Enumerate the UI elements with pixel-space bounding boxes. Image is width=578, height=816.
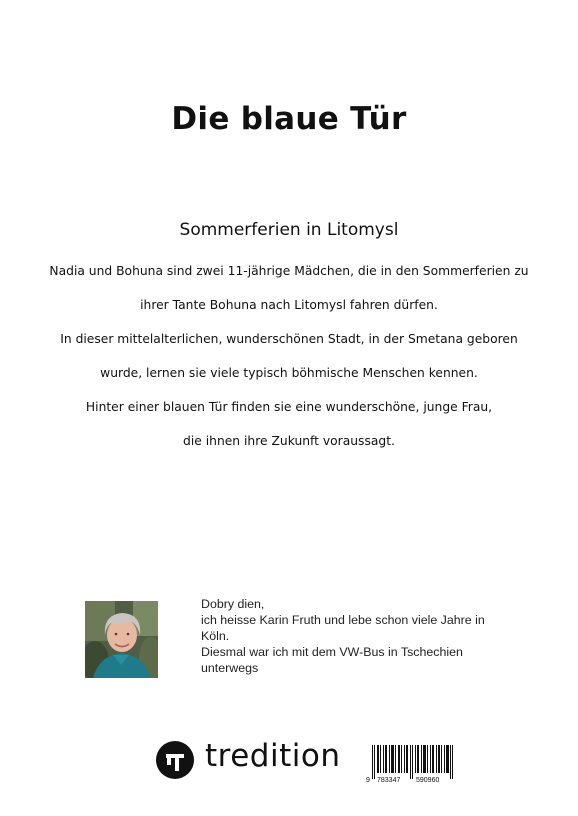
book-subtitle: Sommerferien in Litomysl xyxy=(179,220,399,240)
barcode-digits-left: 783347 xyxy=(377,777,401,784)
tredition-logo-icon xyxy=(156,741,194,779)
bio-line: Dobry dien, xyxy=(201,597,265,611)
bio-line: Diesmal war ich mit dem VW-Bus in Tschechien xyxy=(201,645,463,659)
barcode-digit-prefix: 9 xyxy=(366,777,370,784)
barcode-icon xyxy=(366,745,462,785)
blurb-line: wurde, lernen sie viele typisch böhmische Menschen kennen. xyxy=(100,366,478,380)
blurb-line: Hinter einer blauen Tür finden sie eine wunderschöne, junge Frau, xyxy=(85,400,493,414)
barcode-digits-right: 590960 xyxy=(416,777,440,784)
bio-line: unterwegs xyxy=(201,661,259,675)
blurb-line: die ihnen ihre Zukunft voraussagt. xyxy=(183,434,395,448)
blurb-line: Nadia und Bohuna sind zwei 11-jährige Mädchen, die in den Sommerferien zu xyxy=(49,264,529,278)
bio-line: ich heisse Karin Fruth und lebe schon viele Jahre in xyxy=(201,613,485,627)
blurb-line: ihrer Tante Bohuna nach Litomysl fahren dürfen. xyxy=(140,298,438,312)
author-portrait-icon xyxy=(85,601,158,678)
author-photo xyxy=(85,601,158,678)
blurb xyxy=(20,261,558,465)
bio-line: Köln. xyxy=(201,629,230,643)
publisher-name: tredition xyxy=(205,738,341,774)
isbn-barcode xyxy=(366,745,462,785)
book-title: Die blaue Tür xyxy=(171,101,407,137)
author-bio xyxy=(201,596,521,676)
blurb-line: In dieser mittelalterlichen, wunderschönen Stadt, in der Smetana geboren xyxy=(60,332,518,346)
